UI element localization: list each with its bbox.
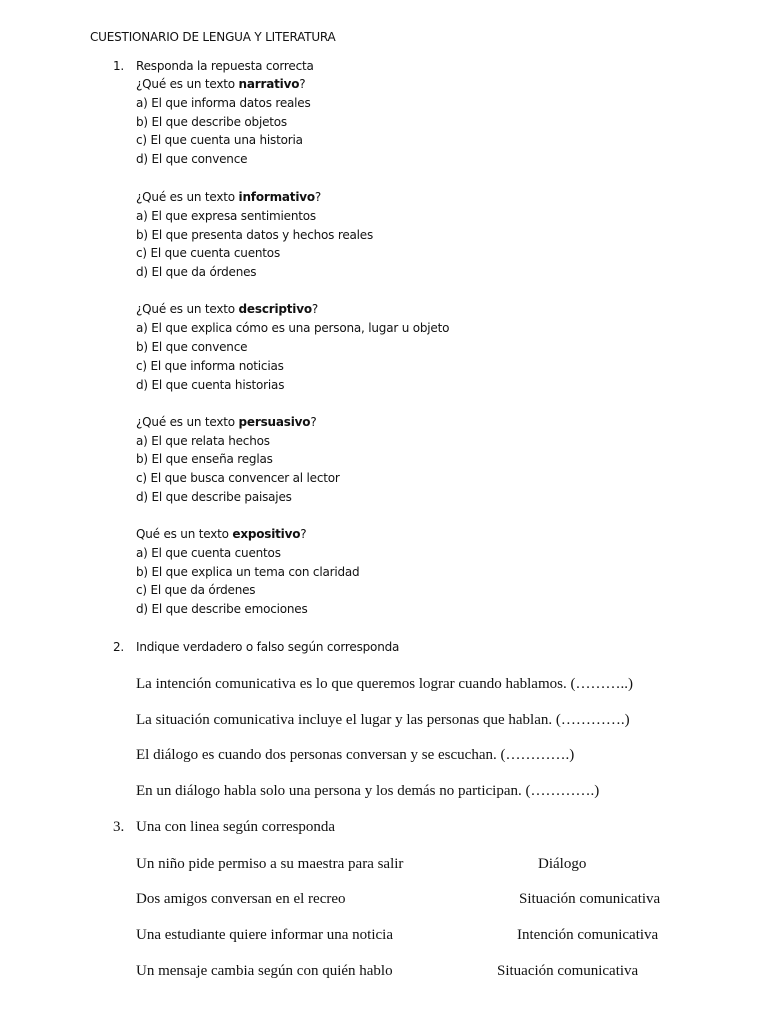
question-keyword: persuasivo <box>238 415 311 429</box>
option: b) El que presenta datos y hechos reales <box>136 228 374 242</box>
true-false-statement: La intención comunicativa es lo que queremos lograr cuando hablamos. (………..) <box>136 676 633 692</box>
match-left-item: Dos amigos conversan en el recreo <box>136 891 346 907</box>
option: a) El que relata hechos <box>136 434 270 448</box>
question-informativo <box>136 188 321 206</box>
question-persuasivo <box>136 413 316 431</box>
question-prefix: ¿Qué es un texto <box>136 77 239 91</box>
option: d) El que da órdenes <box>136 265 257 279</box>
match-left-item: Un mensaje cambia según con quién hablo <box>136 963 393 979</box>
true-false-statement: En un diálogo habla solo una persona y los demás no participan. (………….) <box>136 783 600 799</box>
section-1-heading: Responda la repuesta correcta <box>136 59 314 73</box>
match-right-item: Situación comunicativa <box>519 891 661 907</box>
match-right-item: Intención comunicativa <box>517 927 659 943</box>
option: c) El que cuenta cuentos <box>136 246 280 260</box>
question-expositivo <box>136 525 306 543</box>
section-2-number: 2. <box>113 640 125 654</box>
option: c) El que informa noticias <box>136 359 284 373</box>
question-keyword: narrativo <box>238 77 300 91</box>
question-suffix: ? <box>300 527 307 541</box>
question-keyword: informativo <box>238 190 315 204</box>
option: a) El que explica cómo es una persona, lugar u objeto <box>136 321 450 335</box>
match-right-item: Situación comunicativa <box>497 963 639 979</box>
option: d) El que cuenta historias <box>136 378 285 392</box>
question-descriptivo <box>136 300 318 318</box>
option: d) El que describe paisajes <box>136 490 292 504</box>
option: a) El que expresa sentimientos <box>136 209 316 223</box>
question-suffix: ? <box>311 302 319 316</box>
section-1-number: 1. <box>113 59 125 73</box>
option: c) El que da órdenes <box>136 583 256 597</box>
option: d) El que convence <box>136 152 248 166</box>
match-left-item: Un niño pide permiso a su maestra para salir <box>136 856 404 872</box>
option: a) El que informa datos reales <box>136 96 311 110</box>
question-suffix: ? <box>310 415 317 429</box>
match-left-item: Una estudiante quiere informar una noticia <box>136 927 393 943</box>
option: b) El que describe objetos <box>136 115 287 129</box>
option: d) El que describe emociones <box>136 602 308 616</box>
match-right-item: Diálogo <box>538 856 587 872</box>
true-false-statement: El diálogo es cuando dos personas conversan y se escuchan. (………….) <box>136 747 575 763</box>
question-prefix: Qué es un texto <box>136 527 233 541</box>
question-keyword: descriptivo <box>238 302 312 316</box>
question-prefix: ¿Qué es un texto <box>136 302 239 316</box>
true-false-statement: La situación comunicativa incluye el lugar y las personas que hablan. (………….) <box>136 712 630 728</box>
option: c) El que cuenta una historia <box>136 133 303 147</box>
section-3-number: 3. <box>113 819 125 835</box>
section-3-heading: Una con linea según corresponda <box>136 819 336 835</box>
option: b) El que convence <box>136 340 248 354</box>
option: c) El que busca convencer al lector <box>136 471 340 485</box>
question-suffix: ? <box>314 190 322 204</box>
question-keyword: expositivo <box>232 527 301 541</box>
question-suffix: ? <box>299 77 306 91</box>
document-title: CUESTIONARIO DE LENGUA Y LITERATURA <box>90 30 336 44</box>
option: b) El que explica un tema con claridad <box>136 565 360 579</box>
option: a) El que cuenta cuentos <box>136 546 281 560</box>
option: b) El que enseña reglas <box>136 452 273 466</box>
question-prefix: ¿Qué es un texto <box>136 190 239 204</box>
question-prefix: ¿Qué es un texto <box>136 415 239 429</box>
section-2-heading: Indique verdadero o falso según corresponda <box>136 640 400 654</box>
question-narrativo <box>136 75 305 93</box>
